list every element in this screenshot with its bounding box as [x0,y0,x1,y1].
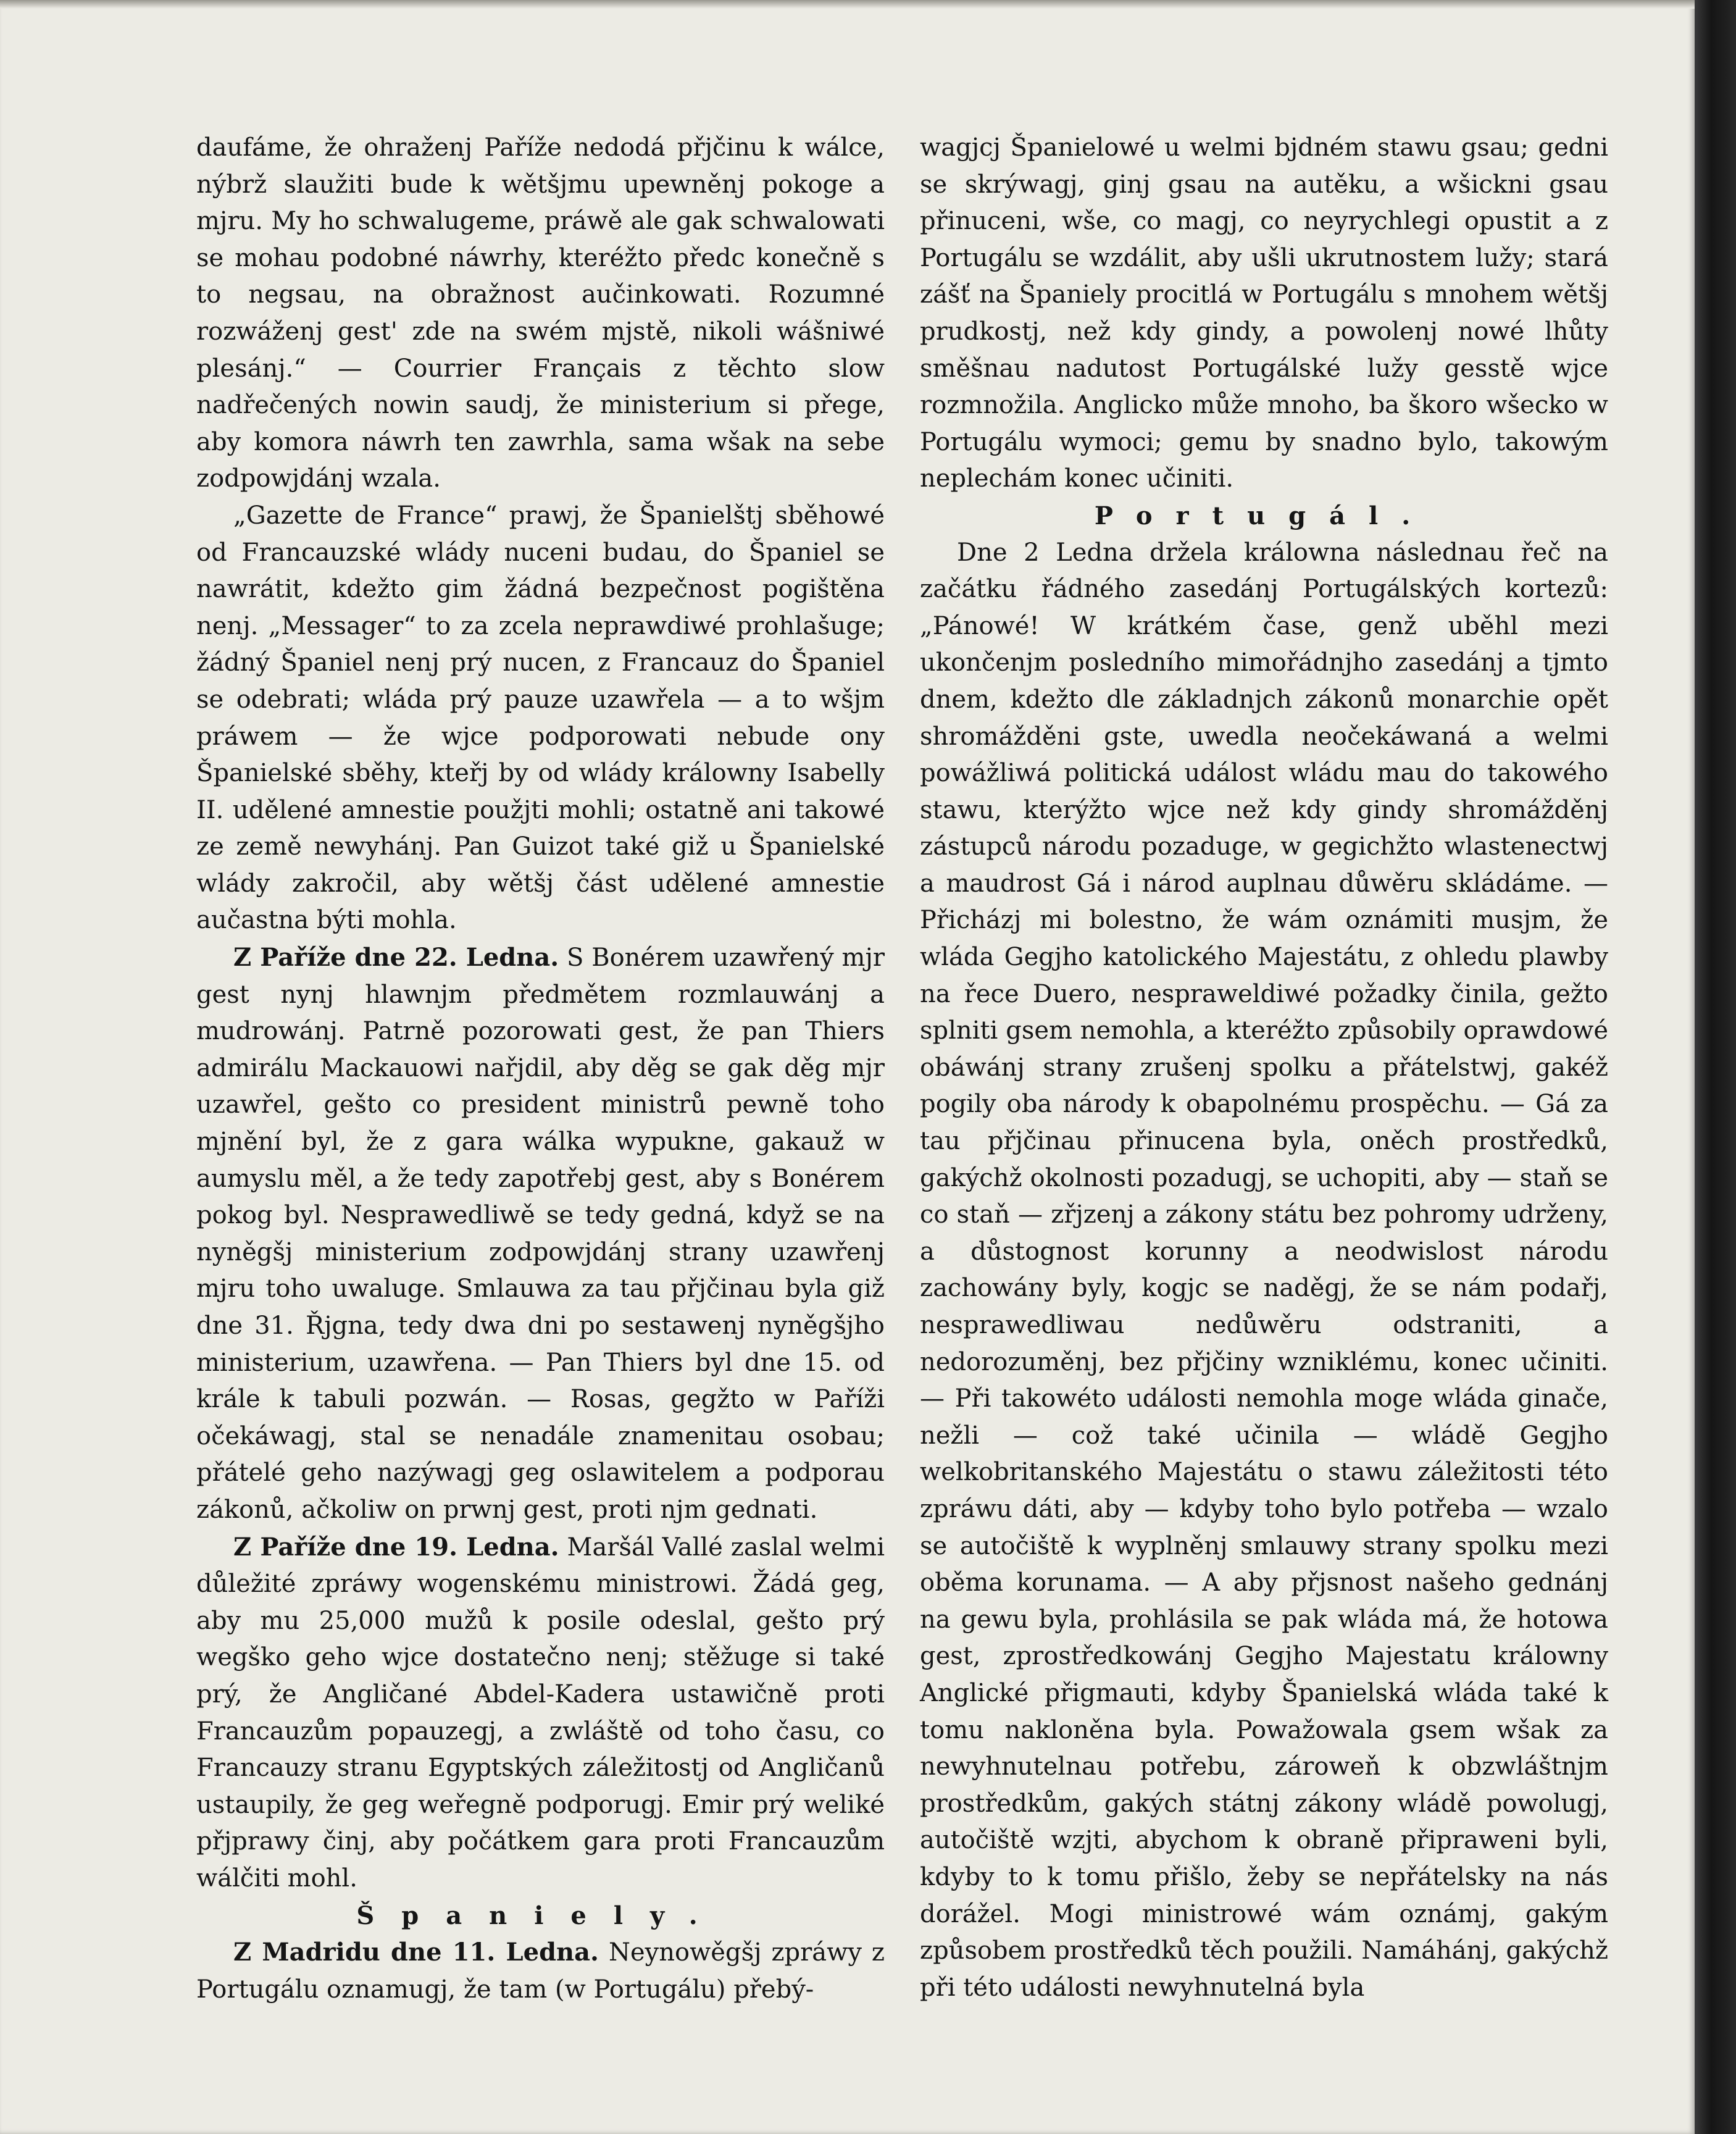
article-paris-22-body: S Bonérem uzawřený mjr gest nynj hlawnjm předmětem rozmlauwánj a mudrowánj. Patrně pozorowati gest, že pan Thiers admirálu Mackauowi nařjdil, aby děg se gak děg mjr uzawřel, gešto co president ministrů pewně toho mjnění byl, že z gara wálka wypukne, gakauž w aumyslu měl, a že tedy zapotřebj gest, aby s Bonérem pokog byl. Nesprawedliwě se tedy gedná, když se na nyněgšj ministerium zodpowjdánj strany uzawřenj mjru toho uwaluge. Smlauwa za tau přjčinau byla giž dne 31. Řjgna, tedy dwa dni po sestawenj nyněgšjho ministerium, uzawřena. — Pan Thiers byl dne 15. od krále k tabuli pozwán. — Rosas, gegžto w Paříži očekáwagj, stal se nenadále znamenitau osobau; přátelé geho nazýwagj geg oslawitelem a podporau zákonů, ačkoliw on prwnj gest, proti njm gednati. [196,944,885,1524]
heading-spain: Španiely. [356,1901,725,1930]
paragraph-gazette: „Gazette de France“ prawj, že Španielštj sběhowé od Francauzské wlády nuceni budau, do Španiel se nawrátit, kdežto gim žádná bezpečnost pogištěna nenj. „Messager“ to za zcela neprawdiwé prohlašuge; žádný Španiel nenj prý nucen, z Francauz do Španiel se odebrati; wláda prý pauze uzawřela — a to wšjm práwem — že wjce podporowati nebude ony Španielské sběhy, kteřj by od wlády králowny Isabelly II. udělené amnestie použjti mohli; ostatně ani takowé ze země newyhánj. Pan Guizot také giž u Španielské wlády zakročil, aby wětšj část udělené amnestie aučastna býti mohla. [196,501,885,935]
dateline-paris-22: Z Paříže dne 22. Ledna. [233,943,559,973]
paragraph-courrier: daufáme, že ohraženj Paříže nedodá přjčinu k wálce, nýbrž slaužiti bude k wětšjmu upewněnj pokoge a mjru. My ho schwalugeme, práwě ale gak schwalowati se mohau podobné náwrhy, kteréžto předc konečně s to negsau, na obražnost aučinkowati. Rozumné rozwáženj gest' zde na swém mjstě, nikoli wášniwé plesánj.“ — Courrier Français z těchto slow nadřečených nowin saudj, že ministerium si přege, aby komora náwrh ten zawrhla, sama wšak na sebe zodpowjdánj wzala. [196,133,885,493]
paragraph-spain-continued: wagjcj Španielowé u welmi bjdném stawu gsau; gedni se skrýwagj, ginj gsau na autěku, a wšickni gsau přinuceni, wše, co magj, co neyrychlegi opustit a z Portugálu se wzdálit, aby ušli ukrutnostem lužy; stará zášť na Španiely procitlá w Portugálu s mnohem wětšj prudkostj, než kdy gindy, a powolenj nowé lhůty směšnau nadutost Portugálské lužy gesstě wjce rozmnožila. Anglicko může mnoho, ba škoro wšecko w Portugálu wymoci; gemu by snadno bylo, takowým neplechám konec učiniti. [920,133,1608,493]
article-madrid [196,1934,885,2008]
dateline-madrid: Z Madridu dne 11. Ledna. [233,1938,599,1967]
article-paris-19-body: Maršál Vallé zaslal welmi důležité zpráwy wogenskému ministrowi. Žádá geg, aby mu 25,000 mužů k posile odeslal, gešto prý wegško geho wjce dostatečno nenj; stěžuge si také prý, že Angličané Abdel-Kadera ustawičně proti Francauzům popauzegj, a zwláště od toho času, co Francauzy stranu Egyptských záležitostj od Angličanů ustaupily, že geg weřegně podporugj. Emir prý weliké přjprawy činj, aby počátkem gara proti Francauzům wálčiti mohl. [196,1533,885,1893]
dateline-paris-19: Z Paříže dne 19. Ledna. [233,1532,559,1562]
article-paris-19 [196,1529,885,1898]
article-madrid-body: Neynowěgšj zpráwy z Portugálu oznamugj, že tam (w Portugálu) přebý- [196,1938,885,2004]
left-column [196,130,885,2008]
heading-portugal: Portugál. [1094,501,1434,530]
book-spine [1695,0,1736,2134]
paragraph-queen-speech: Dne 2 Ledna držela králowna následnau řeč na začátku řádného zasedánj Portugálských kortezů: „Pánowé! W krátkém čase, genž uběhl mezi ukončenjm posledního mimořádnjho zasedánj a tjmto dnem, kdežto dle základnjch zákonů monarchie opět shromážděni gste, uwedla neočekáwaná a welmi powážliwá politická událost wládu mau do takowého stawu, kterýžto wjce než kdy gindy shromážděnj zástupců národu pozaduge, w gegichžto wlastenectwj a maudrost Gá i národ auplnau důwěru skládáme. — Přicházj mi bolestno, že wám oznámiti musjm, že wláda Gegjho katolického Majestátu, z ohledu plawby na řece Duero, nespraweldiwé požadky činila, gežto splniti gsem nemohla, a kteréžto způsobily oprawdowé obáwánj strany zrušenj spolku a přátelstwj, gakéž pogily oba národy k obapolnému prospěchu. — Gá za tau přjčinau přinucena byla, oněch prostředků, gakýchž okolnosti pozadugj, se uchopiti, aby — staň se co staň — zřjzenj a zákony státu bez pohromy udrženy, a důstognost korunny a neodwislost národu zachowány byly, kogjc se naděgj, že se nám podařj, nesprawedliwau nedůwěru odstraniti, a nedorozuměnj, bez přjčiny wzniklému, konec učiniti. — Při takowéto události nemohla moge wláda ginače, nežli — což také učinila — wládě Gegjho welkobritanského Majestátu o stawu záležitosti této zpráwu dáti, aby — kdyby toho bylo potřeba — wzalo se autočiště k wyplněnj smlauwy strany spolku mezi oběma korunama. — A aby přjsnost našeho gednánj na gewu byla, prohlásila se pak wláda má, že hotowa gest, zprostředkowánj Gegjho Majestatu králowny Anglické přigmauti, kdyby Španielská wláda také k tomu nakloněna byla. Powažowala gsem wšak za newyhnutelnau potřebu, zároweň k obzwláštnjm prostředkům, gakých státnj zákony wládě powolugj, autočiště wzjti, abychom k obraně připraweni byli, kdyby to k tomu přišlo, žeby se nepřátelsky na nás dorážel. Mogi ministrowé wám oznámj, gakým způsobem prostředků těch použili. Namáhánj, gakýchž při této události newyhnutelná byla [920,538,1608,2002]
page-top-edge [0,0,1695,9]
right-column [920,130,1608,2006]
article-paris-22 [196,939,885,1529]
